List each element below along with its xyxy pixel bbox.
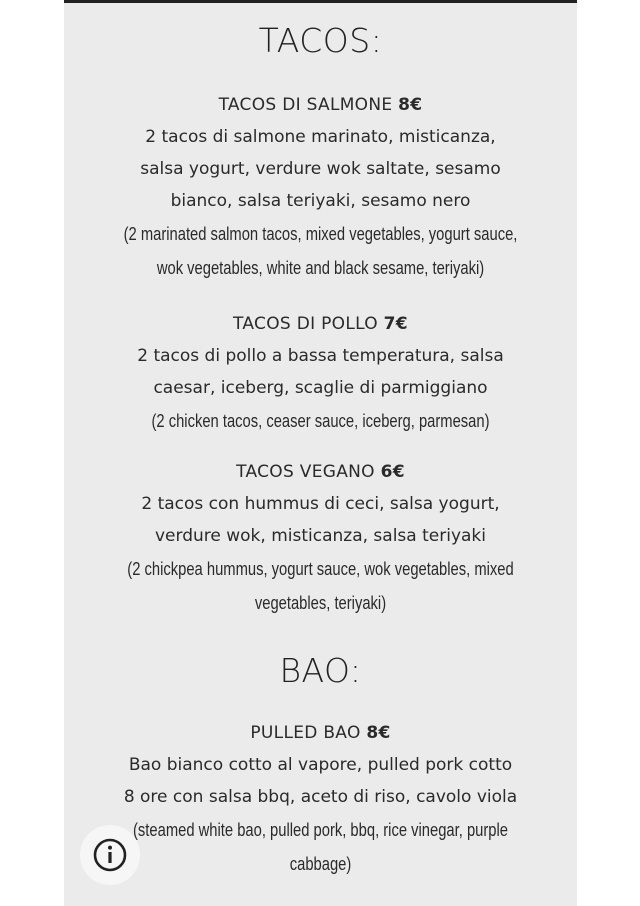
menu-item-tacos-di-pollo bbox=[64, 312, 577, 438]
description-line: 2 tacos di salmone marinato, misticanza, bbox=[145, 127, 496, 147]
description-line: bianco, salsa teriyaki, sesamo nero bbox=[170, 191, 471, 211]
info-button[interactable] bbox=[80, 825, 140, 885]
description-line: 2 tacos con hummus di ceci, salsa yogurt, bbox=[141, 494, 500, 514]
description-line: 8 ore con salsa bbq, aceto di riso, cavolo viola bbox=[123, 787, 518, 807]
item-description bbox=[64, 340, 577, 404]
info-icon bbox=[92, 837, 128, 873]
item-price: 7€ bbox=[383, 314, 408, 334]
description-line: Bao bianco cotto al vapore, pulled pork cotto bbox=[128, 755, 513, 775]
section-title-tacos: TACOS: bbox=[258, 21, 383, 60]
translation-line: (2 chicken tacos, ceaser sauce, iceberg, parmesan) bbox=[151, 411, 490, 431]
section-title-bao: BAO: bbox=[279, 651, 362, 690]
description-line: caesar, iceberg, scaglie di parmiggiano bbox=[153, 378, 488, 398]
item-name: TACOS DI SALMONE bbox=[218, 95, 393, 115]
item-description bbox=[64, 749, 577, 813]
item-name-line bbox=[64, 312, 577, 336]
description-line: 2 tacos di pollo a bassa temperatura, salsa bbox=[137, 346, 504, 366]
translation-line: (2 marinated salmon tacos, mixed vegetables, yogurt sauce, bbox=[123, 224, 518, 244]
translation-line: (steamed white bao, pulled pork, bbq, rice vinegar, purple bbox=[133, 820, 508, 840]
translation-line: (2 chickpea hummus, yogurt sauce, wok vegetables, mixed bbox=[127, 559, 514, 579]
menu-page bbox=[64, 0, 577, 906]
item-translation bbox=[64, 552, 577, 620]
translation-line: vegetables, teriyaki) bbox=[254, 593, 387, 613]
item-name-line bbox=[64, 460, 577, 484]
item-price: 8€ bbox=[366, 723, 391, 743]
item-name: TACOS VEGANO bbox=[236, 462, 375, 482]
item-name: TACOS DI POLLO bbox=[233, 314, 378, 334]
item-name-line bbox=[64, 721, 577, 745]
item-description bbox=[64, 488, 577, 552]
item-translation bbox=[64, 404, 577, 438]
menu-item-tacos-di-salmone bbox=[64, 93, 577, 285]
item-name: PULLED BAO bbox=[250, 723, 361, 743]
item-translation bbox=[64, 217, 577, 285]
menu-item-tacos-vegano bbox=[64, 460, 577, 620]
item-translation bbox=[64, 813, 577, 881]
item-price: 6€ bbox=[380, 462, 405, 482]
item-description bbox=[64, 121, 577, 217]
translation-line: wok vegetables, white and black sesame, teriyaki) bbox=[156, 258, 485, 278]
menu-item-pulled-bao bbox=[64, 721, 577, 881]
description-line: salsa yogurt, verdure wok saltate, sesamo bbox=[140, 159, 501, 179]
item-price: 8€ bbox=[398, 95, 423, 115]
translation-line: cabbage) bbox=[289, 854, 352, 874]
description-line: verdure wok, misticanza, salsa teriyaki bbox=[155, 526, 486, 546]
item-name-line bbox=[64, 93, 577, 117]
